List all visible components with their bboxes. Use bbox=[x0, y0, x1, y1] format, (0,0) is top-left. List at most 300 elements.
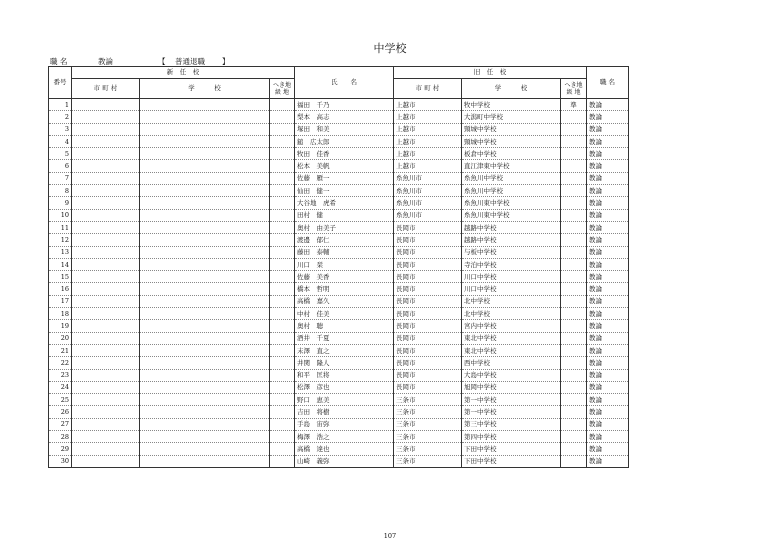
table-row bbox=[49, 135, 629, 147]
row-job-title: 教論 bbox=[587, 234, 629, 246]
old-remote-area bbox=[561, 357, 587, 369]
row-job-title: 教論 bbox=[587, 455, 629, 467]
row-number: 19 bbox=[49, 320, 72, 332]
old-remote-area bbox=[561, 135, 587, 147]
old-municipality: 上越市 bbox=[394, 160, 462, 172]
row-job-title: 教論 bbox=[587, 172, 629, 184]
table-row bbox=[49, 197, 629, 209]
table-row bbox=[49, 172, 629, 184]
new-municipality bbox=[72, 320, 140, 332]
row-number: 6 bbox=[49, 160, 72, 172]
new-remote-area bbox=[270, 344, 295, 356]
new-school bbox=[140, 185, 270, 197]
table-row bbox=[49, 418, 629, 430]
new-school bbox=[140, 111, 270, 123]
old-school: 北中学校 bbox=[462, 308, 561, 320]
row-name: 福田 千乃 bbox=[295, 99, 394, 111]
row-name: 高橋 達也 bbox=[295, 443, 394, 455]
bracket-open: 【 bbox=[158, 57, 166, 66]
row-job-title: 教論 bbox=[587, 295, 629, 307]
table-row bbox=[49, 406, 629, 418]
old-school: 牧中学校 bbox=[462, 99, 561, 111]
new-remote-area bbox=[270, 443, 295, 455]
old-municipality: 上越市 bbox=[394, 111, 462, 123]
old-remote-area bbox=[561, 172, 587, 184]
row-number: 15 bbox=[49, 271, 72, 283]
old-school: 西中学校 bbox=[462, 357, 561, 369]
new-remote-area bbox=[270, 258, 295, 270]
old-school: 与板中学校 bbox=[462, 246, 561, 258]
new-municipality bbox=[72, 344, 140, 356]
row-number: 9 bbox=[49, 197, 72, 209]
row-number: 2 bbox=[49, 111, 72, 123]
new-school bbox=[140, 99, 270, 111]
new-school bbox=[140, 418, 270, 430]
row-number: 29 bbox=[49, 443, 72, 455]
new-remote-area bbox=[270, 381, 295, 393]
new-municipality bbox=[72, 246, 140, 258]
row-number: 21 bbox=[49, 344, 72, 356]
new-remote-area bbox=[270, 234, 295, 246]
old-remote-area bbox=[561, 431, 587, 443]
header-new-remote-area: へき地 級 地 bbox=[270, 79, 295, 99]
new-remote-area bbox=[270, 418, 295, 430]
new-municipality bbox=[72, 394, 140, 406]
new-school bbox=[140, 369, 270, 381]
header-new-school: 学 校 bbox=[140, 79, 270, 99]
table-row bbox=[49, 209, 629, 221]
table-row bbox=[49, 283, 629, 295]
row-job-title: 教論 bbox=[587, 221, 629, 233]
header-job-title: 職 名 bbox=[587, 67, 629, 99]
row-number: 28 bbox=[49, 431, 72, 443]
row-job-title: 教論 bbox=[587, 418, 629, 430]
row-name: 田村 健 bbox=[295, 209, 394, 221]
old-municipality: 糸魚川市 bbox=[394, 172, 462, 184]
row-job-title: 教論 bbox=[587, 369, 629, 381]
new-remote-area bbox=[270, 320, 295, 332]
row-name: 藤田 泰輔 bbox=[295, 246, 394, 258]
old-municipality: 長岡市 bbox=[394, 369, 462, 381]
table-row bbox=[49, 271, 629, 283]
row-name: 高橋 嘉久 bbox=[295, 295, 394, 307]
new-municipality bbox=[72, 221, 140, 233]
new-municipality bbox=[72, 148, 140, 160]
old-school: 大潟町中学校 bbox=[462, 111, 561, 123]
row-name: 橋本 哲明 bbox=[295, 283, 394, 295]
table-row bbox=[49, 234, 629, 246]
old-remote-area bbox=[561, 418, 587, 430]
table-row bbox=[49, 148, 629, 160]
new-school bbox=[140, 320, 270, 332]
old-remote-area bbox=[561, 148, 587, 160]
new-municipality bbox=[72, 111, 140, 123]
row-name: 和平 匡将 bbox=[295, 369, 394, 381]
row-name: 塚田 和美 bbox=[295, 123, 394, 135]
table-row bbox=[49, 258, 629, 270]
header-old-remote-area: へき地 級 地 bbox=[561, 79, 587, 99]
old-municipality: 長岡市 bbox=[394, 308, 462, 320]
row-number: 18 bbox=[49, 308, 72, 320]
table-row bbox=[49, 295, 629, 307]
old-municipality: 長岡市 bbox=[394, 283, 462, 295]
row-name: 梨本 高志 bbox=[295, 111, 394, 123]
old-school: 越路中学校 bbox=[462, 221, 561, 233]
row-name: 山崎 義弥 bbox=[295, 455, 394, 467]
header-number: 番号 bbox=[49, 67, 72, 99]
new-school bbox=[140, 308, 270, 320]
new-municipality bbox=[72, 369, 140, 381]
row-number: 20 bbox=[49, 332, 72, 344]
old-school: 第一中学校 bbox=[462, 394, 561, 406]
table-row bbox=[49, 160, 629, 172]
row-job-title: 教論 bbox=[587, 271, 629, 283]
new-school bbox=[140, 295, 270, 307]
old-municipality: 三条市 bbox=[394, 406, 462, 418]
old-school: 板倉中学校 bbox=[462, 148, 561, 160]
new-municipality bbox=[72, 381, 140, 393]
new-remote-area bbox=[270, 455, 295, 467]
old-remote-area bbox=[561, 381, 587, 393]
old-remote-area bbox=[561, 160, 587, 172]
header-name: 氏 名 bbox=[295, 67, 394, 99]
new-municipality bbox=[72, 123, 140, 135]
table-row bbox=[49, 455, 629, 467]
old-remote-area bbox=[561, 271, 587, 283]
new-municipality bbox=[72, 185, 140, 197]
new-municipality bbox=[72, 295, 140, 307]
old-school: 糸魚川東中学校 bbox=[462, 209, 561, 221]
new-remote-area bbox=[270, 197, 295, 209]
new-municipality bbox=[72, 308, 140, 320]
old-school: 越路中学校 bbox=[462, 234, 561, 246]
row-number: 1 bbox=[49, 99, 72, 111]
header-new-municipality: 市 町 村 bbox=[72, 79, 140, 99]
new-remote-area bbox=[270, 185, 295, 197]
row-job-title: 教論 bbox=[587, 381, 629, 393]
new-school bbox=[140, 246, 270, 258]
old-municipality: 三条市 bbox=[394, 394, 462, 406]
row-name: 牧田 佳香 bbox=[295, 148, 394, 160]
new-municipality bbox=[72, 234, 140, 246]
new-school bbox=[140, 234, 270, 246]
new-school bbox=[140, 357, 270, 369]
row-number: 7 bbox=[49, 172, 72, 184]
table-row bbox=[49, 308, 629, 320]
row-job-title: 教論 bbox=[587, 431, 629, 443]
row-name: 手島 宙弥 bbox=[295, 418, 394, 430]
new-remote-area bbox=[270, 123, 295, 135]
header-old-post: 旧 任 校 bbox=[394, 67, 587, 79]
new-municipality bbox=[72, 172, 140, 184]
row-name: 仙田 健一 bbox=[295, 185, 394, 197]
job-value: 教論 bbox=[98, 57, 113, 66]
new-municipality bbox=[72, 406, 140, 418]
bracket-close: 】 bbox=[222, 57, 230, 66]
old-municipality: 長岡市 bbox=[394, 357, 462, 369]
old-municipality: 長岡市 bbox=[394, 295, 462, 307]
old-school: 北中学校 bbox=[462, 295, 561, 307]
new-municipality bbox=[72, 258, 140, 270]
table-row bbox=[49, 394, 629, 406]
row-name: 酒井 千夏 bbox=[295, 332, 394, 344]
row-job-title: 教論 bbox=[587, 332, 629, 344]
table-row bbox=[49, 357, 629, 369]
row-number: 8 bbox=[49, 185, 72, 197]
old-municipality: 糸魚川市 bbox=[394, 197, 462, 209]
table-row bbox=[49, 431, 629, 443]
new-remote-area bbox=[270, 160, 295, 172]
new-municipality bbox=[72, 357, 140, 369]
row-name: 川口 栞 bbox=[295, 258, 394, 270]
old-remote-area bbox=[561, 443, 587, 455]
row-number: 4 bbox=[49, 135, 72, 147]
row-number: 12 bbox=[49, 234, 72, 246]
row-job-title: 教論 bbox=[587, 135, 629, 147]
new-school bbox=[140, 160, 270, 172]
new-school bbox=[140, 344, 270, 356]
old-municipality: 糸魚川市 bbox=[394, 185, 462, 197]
old-school: 東北中学校 bbox=[462, 332, 561, 344]
row-number: 16 bbox=[49, 283, 72, 295]
new-remote-area bbox=[270, 283, 295, 295]
new-remote-area bbox=[270, 271, 295, 283]
old-remote-area bbox=[561, 455, 587, 467]
new-school bbox=[140, 197, 270, 209]
old-remote-area bbox=[561, 197, 587, 209]
old-municipality: 長岡市 bbox=[394, 344, 462, 356]
old-municipality: 長岡市 bbox=[394, 234, 462, 246]
table-row bbox=[49, 185, 629, 197]
new-remote-area bbox=[270, 295, 295, 307]
row-number: 13 bbox=[49, 246, 72, 258]
old-remote-area bbox=[561, 295, 587, 307]
old-remote-area bbox=[561, 344, 587, 356]
row-number: 30 bbox=[49, 455, 72, 467]
old-school: 直江津東中学校 bbox=[462, 160, 561, 172]
old-remote-area bbox=[561, 308, 587, 320]
row-name: 佐藤 雁一 bbox=[295, 172, 394, 184]
old-school: 第四中学校 bbox=[462, 431, 561, 443]
table-row bbox=[49, 111, 629, 123]
old-municipality: 長岡市 bbox=[394, 271, 462, 283]
row-number: 17 bbox=[49, 295, 72, 307]
row-name: 奥村 由美子 bbox=[295, 221, 394, 233]
header-old-municipality: 市 町 村 bbox=[394, 79, 462, 99]
row-job-title: 教論 bbox=[587, 209, 629, 221]
old-remote-area bbox=[561, 234, 587, 246]
new-remote-area bbox=[270, 99, 295, 111]
old-school: 頸城中学校 bbox=[462, 123, 561, 135]
old-remote-area bbox=[561, 221, 587, 233]
new-municipality bbox=[72, 332, 140, 344]
old-municipality: 長岡市 bbox=[394, 258, 462, 270]
page-number: 107 bbox=[383, 532, 397, 540]
row-job-title: 教論 bbox=[587, 111, 629, 123]
row-number: 24 bbox=[49, 381, 72, 393]
new-school bbox=[140, 455, 270, 467]
new-school bbox=[140, 381, 270, 393]
old-remote-area bbox=[561, 320, 587, 332]
old-remote-area bbox=[561, 332, 587, 344]
new-school bbox=[140, 283, 270, 295]
row-number: 22 bbox=[49, 357, 72, 369]
row-job-title: 教論 bbox=[587, 258, 629, 270]
old-remote-area: 準 bbox=[561, 99, 587, 111]
row-name: 奥村 聴 bbox=[295, 320, 394, 332]
new-remote-area bbox=[270, 111, 295, 123]
new-remote-area bbox=[270, 209, 295, 221]
new-remote-area bbox=[270, 221, 295, 233]
old-municipality: 長岡市 bbox=[394, 381, 462, 393]
row-number: 27 bbox=[49, 418, 72, 430]
row-job-title: 教論 bbox=[587, 123, 629, 135]
new-remote-area bbox=[270, 357, 295, 369]
page-title: 中学校 bbox=[373, 42, 407, 55]
old-municipality: 糸魚川市 bbox=[394, 209, 462, 221]
new-municipality bbox=[72, 99, 140, 111]
new-municipality bbox=[72, 431, 140, 443]
table-row bbox=[49, 99, 629, 111]
old-school: 糸魚川東中学校 bbox=[462, 197, 561, 209]
table-row bbox=[49, 221, 629, 233]
new-remote-area bbox=[270, 332, 295, 344]
old-municipality: 長岡市 bbox=[394, 246, 462, 258]
row-job-title: 教論 bbox=[587, 394, 629, 406]
old-municipality: 上越市 bbox=[394, 135, 462, 147]
row-job-title: 教論 bbox=[587, 283, 629, 295]
row-number: 3 bbox=[49, 123, 72, 135]
old-remote-area bbox=[561, 394, 587, 406]
new-school bbox=[140, 406, 270, 418]
old-school: 川口中学校 bbox=[462, 283, 561, 295]
new-school bbox=[140, 172, 270, 184]
new-municipality bbox=[72, 160, 140, 172]
old-school: 東北中学校 bbox=[462, 344, 561, 356]
new-remote-area bbox=[270, 369, 295, 381]
new-remote-area bbox=[270, 148, 295, 160]
new-school bbox=[140, 394, 270, 406]
old-municipality: 上越市 bbox=[394, 148, 462, 160]
new-remote-area bbox=[270, 246, 295, 258]
row-job-title: 教論 bbox=[587, 320, 629, 332]
old-school: 宮内中学校 bbox=[462, 320, 561, 332]
old-school: 大島中学校 bbox=[462, 369, 561, 381]
row-number: 5 bbox=[49, 148, 72, 160]
new-school bbox=[140, 271, 270, 283]
new-school bbox=[140, 443, 270, 455]
new-school bbox=[140, 332, 270, 344]
new-school bbox=[140, 135, 270, 147]
new-school bbox=[140, 431, 270, 443]
new-remote-area bbox=[270, 135, 295, 147]
row-job-title: 教論 bbox=[587, 308, 629, 320]
old-remote-area bbox=[561, 209, 587, 221]
old-municipality: 長岡市 bbox=[394, 320, 462, 332]
row-number: 26 bbox=[49, 406, 72, 418]
table-row bbox=[49, 443, 629, 455]
old-school: 糸魚川中学校 bbox=[462, 172, 561, 184]
job-label: 職 名 bbox=[50, 57, 68, 66]
row-job-title: 教論 bbox=[587, 148, 629, 160]
old-remote-area bbox=[561, 406, 587, 418]
old-school: 下田中学校 bbox=[462, 455, 561, 467]
old-school: 糸魚川中学校 bbox=[462, 185, 561, 197]
new-school bbox=[140, 148, 270, 160]
new-municipality bbox=[72, 455, 140, 467]
row-job-title: 教論 bbox=[587, 197, 629, 209]
old-remote-area bbox=[561, 185, 587, 197]
row-name: 梅澤 浩之 bbox=[295, 431, 394, 443]
category: 普通退職 bbox=[175, 57, 205, 66]
row-number: 10 bbox=[49, 209, 72, 221]
row-job-title: 教論 bbox=[587, 406, 629, 418]
row-name: 渡邊 郁仁 bbox=[295, 234, 394, 246]
row-name: 野口 恵美 bbox=[295, 394, 394, 406]
new-municipality bbox=[72, 418, 140, 430]
old-municipality: 長岡市 bbox=[394, 221, 462, 233]
old-school: 第三中学校 bbox=[462, 418, 561, 430]
row-name: 松本 美帆 bbox=[295, 160, 394, 172]
table-row bbox=[49, 332, 629, 344]
row-job-title: 教論 bbox=[587, 246, 629, 258]
old-remote-area bbox=[561, 258, 587, 270]
new-municipality bbox=[72, 443, 140, 455]
new-school bbox=[140, 209, 270, 221]
new-municipality bbox=[72, 197, 140, 209]
old-municipality: 長岡市 bbox=[394, 332, 462, 344]
row-name: 末澤 直之 bbox=[295, 344, 394, 356]
old-remote-area bbox=[561, 246, 587, 258]
table-row bbox=[49, 344, 629, 356]
old-school: 第一中学校 bbox=[462, 406, 561, 418]
new-school bbox=[140, 221, 270, 233]
new-municipality bbox=[72, 135, 140, 147]
old-remote-area bbox=[561, 111, 587, 123]
row-name: 吉田 将樹 bbox=[295, 406, 394, 418]
row-job-title: 教論 bbox=[587, 443, 629, 455]
table-row bbox=[49, 369, 629, 381]
row-name: 鎚 広太郎 bbox=[295, 135, 394, 147]
new-municipality bbox=[72, 283, 140, 295]
old-school: 寺泊中学校 bbox=[462, 258, 561, 270]
old-school: 頸城中学校 bbox=[462, 135, 561, 147]
old-municipality: 三条市 bbox=[394, 455, 462, 467]
old-remote-area bbox=[561, 283, 587, 295]
new-remote-area bbox=[270, 406, 295, 418]
row-number: 11 bbox=[49, 221, 72, 233]
row-job-title: 教論 bbox=[587, 160, 629, 172]
new-remote-area bbox=[270, 172, 295, 184]
new-remote-area bbox=[270, 308, 295, 320]
new-school bbox=[140, 123, 270, 135]
table-row bbox=[49, 381, 629, 393]
row-job-title: 教論 bbox=[587, 185, 629, 197]
new-municipality bbox=[72, 209, 140, 221]
row-number: 25 bbox=[49, 394, 72, 406]
row-name: 大谷地 虎希 bbox=[295, 197, 394, 209]
old-school: 川口中学校 bbox=[462, 271, 561, 283]
table-row bbox=[49, 246, 629, 258]
row-number: 23 bbox=[49, 369, 72, 381]
old-municipality: 三条市 bbox=[394, 418, 462, 430]
row-job-title: 教論 bbox=[587, 344, 629, 356]
new-municipality bbox=[72, 271, 140, 283]
row-job-title: 教論 bbox=[587, 357, 629, 369]
header-old-school: 学 校 bbox=[462, 79, 561, 99]
table-row bbox=[49, 123, 629, 135]
new-remote-area bbox=[270, 394, 295, 406]
